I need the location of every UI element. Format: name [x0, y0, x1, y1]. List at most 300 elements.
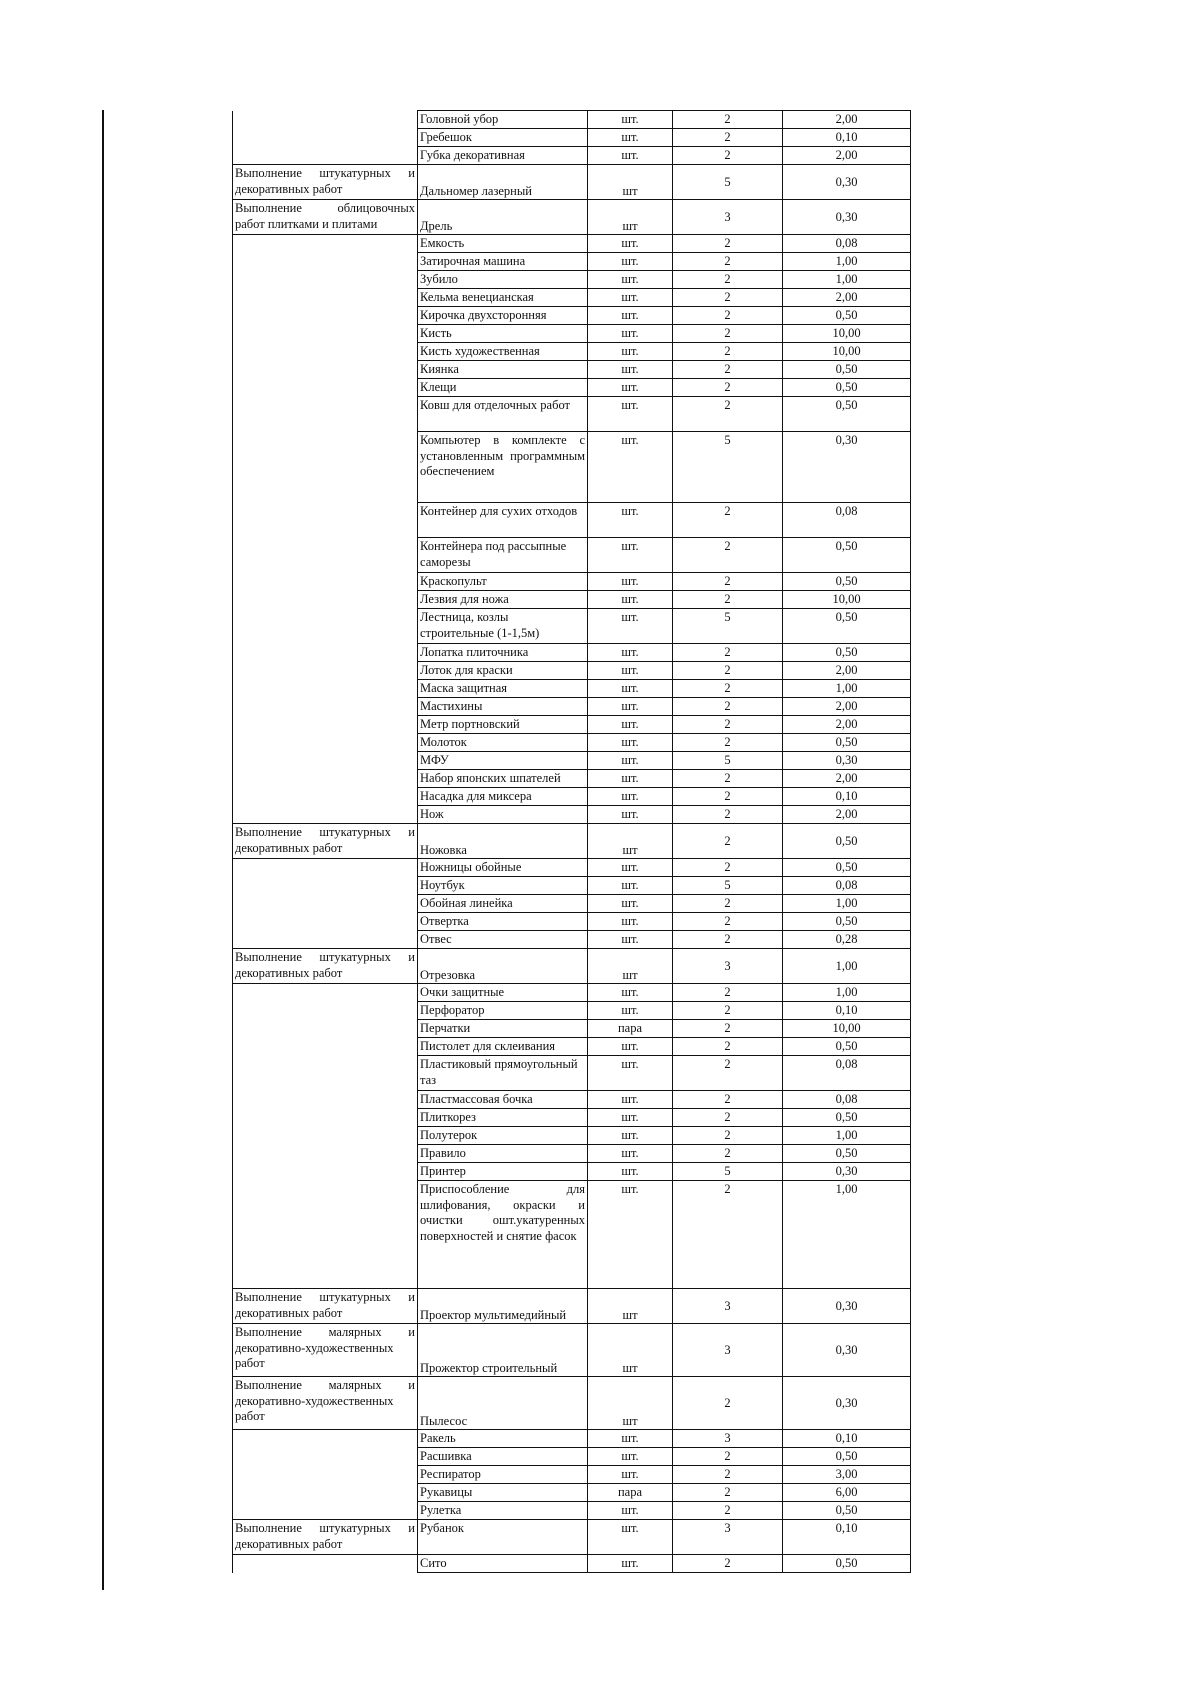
- section-cell: [233, 734, 418, 752]
- unit-cell: шт.: [588, 307, 673, 325]
- quantity-cell: 2: [673, 397, 783, 432]
- item-name-cell: Губка декоративная: [418, 147, 588, 165]
- quantity-cell: 2: [673, 734, 783, 752]
- section-cell: [233, 361, 418, 379]
- quantity-cell: 2: [673, 307, 783, 325]
- section-cell: [233, 111, 418, 129]
- value-cell: 0,50: [783, 1109, 911, 1127]
- quantity-cell: 2: [673, 1038, 783, 1056]
- table-row: [233, 1002, 911, 1020]
- value-cell: 0,28: [783, 931, 911, 949]
- value-cell: 0,50: [783, 913, 911, 931]
- value-cell: 0,50: [783, 734, 911, 752]
- item-name-cell: Головной убор: [418, 111, 588, 129]
- quantity-cell: 5: [673, 609, 783, 644]
- item-name-cell: Компьютер в комплекте с установленным программным обеспечением: [418, 432, 588, 503]
- equipment-table: [232, 110, 911, 1573]
- unit-cell: шт.: [588, 698, 673, 716]
- quantity-cell: 2: [673, 1448, 783, 1466]
- table-row: [233, 397, 911, 432]
- section-cell: [233, 271, 418, 289]
- section-cell: [233, 1038, 418, 1056]
- quantity-cell: 2: [673, 503, 783, 538]
- quantity-cell: 2: [673, 361, 783, 379]
- unit-cell: шт.: [588, 1038, 673, 1056]
- quantity-cell: 2: [673, 716, 783, 734]
- item-name-cell: Киянка: [418, 361, 588, 379]
- unit-cell: пара: [588, 1020, 673, 1038]
- table-row: [233, 289, 911, 307]
- value-cell: 0,10: [783, 788, 911, 806]
- quantity-cell: 5: [673, 165, 783, 200]
- value-cell: 0,10: [783, 1520, 911, 1555]
- value-cell: 0,50: [783, 1555, 911, 1573]
- item-name-cell: Рукавицы: [418, 1484, 588, 1502]
- section-cell: [233, 343, 418, 361]
- quantity-cell: 2: [673, 591, 783, 609]
- table-row: [233, 698, 911, 716]
- item-name-cell: Правило: [418, 1145, 588, 1163]
- section-cell: [233, 397, 418, 432]
- value-cell: 0,50: [783, 573, 911, 591]
- quantity-cell: 2: [673, 859, 783, 877]
- value-cell: 0,30: [783, 165, 911, 200]
- value-cell: 1,00: [783, 895, 911, 913]
- unit-cell: шт.: [588, 379, 673, 397]
- unit-cell: шт.: [588, 662, 673, 680]
- value-cell: 2,00: [783, 806, 911, 824]
- value-cell: 10,00: [783, 325, 911, 343]
- unit-cell: шт.: [588, 859, 673, 877]
- table-row: [233, 503, 911, 538]
- table-row: [233, 1056, 911, 1091]
- item-name-cell: Ковш для отделочных работ: [418, 397, 588, 432]
- item-name-cell: Принтер: [418, 1163, 588, 1181]
- value-cell: 0,30: [783, 1377, 911, 1430]
- section-cell: [233, 379, 418, 397]
- item-name-cell: Полутерок: [418, 1127, 588, 1145]
- section-cell: [233, 147, 418, 165]
- quantity-cell: 2: [673, 1020, 783, 1038]
- unit-cell: шт: [588, 824, 673, 859]
- quantity-cell: 2: [673, 895, 783, 913]
- item-name-cell: Контейнера под рассыпные саморезы: [418, 538, 588, 573]
- item-name-cell: Пистолет для склеивания: [418, 1038, 588, 1056]
- unit-cell: шт.: [588, 253, 673, 271]
- section-cell: [233, 931, 418, 949]
- table-row: [233, 1127, 911, 1145]
- quantity-cell: 2: [673, 1127, 783, 1145]
- unit-cell: шт.: [588, 895, 673, 913]
- value-cell: 0,50: [783, 644, 911, 662]
- unit-cell: шт.: [588, 716, 673, 734]
- quantity-cell: 2: [673, 538, 783, 573]
- quantity-cell: 2: [673, 1109, 783, 1127]
- value-cell: 0,10: [783, 129, 911, 147]
- table-row: [233, 307, 911, 325]
- section-cell: [233, 859, 418, 877]
- unit-cell: шт.: [588, 1056, 673, 1091]
- section-cell: [233, 877, 418, 895]
- unit-cell: шт: [588, 1324, 673, 1377]
- unit-cell: шт.: [588, 1127, 673, 1145]
- value-cell: 0,08: [783, 877, 911, 895]
- table-row: [233, 235, 911, 253]
- value-cell: 0,30: [783, 1324, 911, 1377]
- table-row: [233, 538, 911, 573]
- value-cell: 2,00: [783, 147, 911, 165]
- table-row: [233, 984, 911, 1002]
- section-cell: Выполнение штукатурных и декоративных работ: [233, 949, 418, 984]
- value-cell: 0,50: [783, 397, 911, 432]
- section-cell: [233, 984, 418, 1002]
- unit-cell: шт.: [588, 325, 673, 343]
- unit-cell: шт.: [588, 289, 673, 307]
- value-cell: 0,08: [783, 1091, 911, 1109]
- table-row: [233, 770, 911, 788]
- value-cell: 1,00: [783, 253, 911, 271]
- item-name-cell: Кирочка двухсторонняя: [418, 307, 588, 325]
- table-row: [233, 165, 911, 200]
- quantity-cell: 2: [673, 698, 783, 716]
- unit-cell: шт: [588, 949, 673, 984]
- quantity-cell: 3: [673, 200, 783, 235]
- table-row: [233, 1289, 911, 1324]
- value-cell: 6,00: [783, 1484, 911, 1502]
- quantity-cell: 2: [673, 1377, 783, 1430]
- table-row: [233, 949, 911, 984]
- item-name-cell: Метр портновский: [418, 716, 588, 734]
- quantity-cell: 2: [673, 806, 783, 824]
- quantity-cell: 2: [673, 1002, 783, 1020]
- unit-cell: шт.: [588, 1163, 673, 1181]
- value-cell: 3,00: [783, 1466, 911, 1484]
- quantity-cell: 2: [673, 111, 783, 129]
- value-cell: 0,50: [783, 1145, 911, 1163]
- quantity-cell: 2: [673, 1056, 783, 1091]
- quantity-cell: 2: [673, 1466, 783, 1484]
- quantity-cell: 2: [673, 573, 783, 591]
- table-row: [233, 325, 911, 343]
- table-row: [233, 859, 911, 877]
- value-cell: 1,00: [783, 1127, 911, 1145]
- unit-cell: шт.: [588, 343, 673, 361]
- item-name-cell: Ножовка: [418, 824, 588, 859]
- section-cell: [233, 129, 418, 147]
- table-row: [233, 1324, 911, 1377]
- item-name-cell: Проектор мультимедийный: [418, 1289, 588, 1324]
- item-name-cell: Зубило: [418, 271, 588, 289]
- section-cell: [233, 752, 418, 770]
- unit-cell: шт.: [588, 1466, 673, 1484]
- item-name-cell: Лоток для краски: [418, 662, 588, 680]
- item-name-cell: Лезвия для ножа: [418, 591, 588, 609]
- item-name-cell: Маска защитная: [418, 680, 588, 698]
- value-cell: 0,10: [783, 1430, 911, 1448]
- value-cell: 0,30: [783, 200, 911, 235]
- item-name-cell: Плиткорез: [418, 1109, 588, 1127]
- quantity-cell: 5: [673, 877, 783, 895]
- quantity-cell: 2: [673, 1091, 783, 1109]
- table-row: [233, 895, 911, 913]
- table-row: [233, 1520, 911, 1555]
- value-cell: 2,00: [783, 770, 911, 788]
- value-cell: 0,50: [783, 538, 911, 573]
- section-cell: [233, 1466, 418, 1484]
- item-name-cell: Насадка для миксера: [418, 788, 588, 806]
- item-name-cell: Отвес: [418, 931, 588, 949]
- value-cell: 0,50: [783, 361, 911, 379]
- table-row: [233, 271, 911, 289]
- item-name-cell: Кисть художественная: [418, 343, 588, 361]
- section-cell: [233, 1020, 418, 1038]
- table-row: [233, 1091, 911, 1109]
- value-cell: 1,00: [783, 984, 911, 1002]
- table-row: [233, 343, 911, 361]
- unit-cell: шт.: [588, 877, 673, 895]
- section-cell: [233, 1181, 418, 1289]
- value-cell: 1,00: [783, 680, 911, 698]
- unit-cell: шт.: [588, 235, 673, 253]
- quantity-cell: 2: [673, 931, 783, 949]
- quantity-cell: 2: [673, 271, 783, 289]
- unit-cell: шт.: [588, 734, 673, 752]
- item-name-cell: Ракель: [418, 1430, 588, 1448]
- quantity-cell: 2: [673, 1181, 783, 1289]
- section-cell: Выполнение малярных и декоративно-художественных работ: [233, 1324, 418, 1377]
- value-cell: 0,30: [783, 1163, 911, 1181]
- quantity-cell: 2: [673, 1145, 783, 1163]
- section-cell: [233, 538, 418, 573]
- unit-cell: шт.: [588, 1430, 673, 1448]
- quantity-cell: 2: [673, 253, 783, 271]
- unit-cell: шт.: [588, 770, 673, 788]
- value-cell: 2,00: [783, 111, 911, 129]
- item-name-cell: Нож: [418, 806, 588, 824]
- unit-cell: шт.: [588, 397, 673, 432]
- value-cell: 10,00: [783, 591, 911, 609]
- quantity-cell: 3: [673, 1289, 783, 1324]
- unit-cell: шт: [588, 165, 673, 200]
- value-cell: 0,30: [783, 432, 911, 503]
- table-row: [233, 1448, 911, 1466]
- unit-cell: шт.: [588, 609, 673, 644]
- item-name-cell: Приспособление для шлифования, окраски и очистки ошт.укатуренных поверхностей и снятие фасок: [418, 1181, 588, 1289]
- quantity-cell: 2: [673, 379, 783, 397]
- unit-cell: шт.: [588, 538, 673, 573]
- quantity-cell: 5: [673, 432, 783, 503]
- item-name-cell: Отвертка: [418, 913, 588, 931]
- value-cell: 0,50: [783, 824, 911, 859]
- value-cell: 0,08: [783, 1056, 911, 1091]
- item-name-cell: Молоток: [418, 734, 588, 752]
- table-row: [233, 913, 911, 931]
- unit-cell: шт.: [588, 752, 673, 770]
- table-row: [233, 609, 911, 644]
- unit-cell: шт.: [588, 503, 673, 538]
- quantity-cell: 2: [673, 235, 783, 253]
- section-cell: [233, 253, 418, 271]
- table-row: [233, 752, 911, 770]
- section-cell: [233, 503, 418, 538]
- table-row: [233, 1466, 911, 1484]
- section-cell: Выполнение штукатурных и декоративных работ: [233, 1289, 418, 1324]
- quantity-cell: 2: [673, 662, 783, 680]
- item-name-cell: Перчатки: [418, 1020, 588, 1038]
- quantity-cell: 2: [673, 1502, 783, 1520]
- unit-cell: шт.: [588, 680, 673, 698]
- table-row: [233, 716, 911, 734]
- section-cell: [233, 716, 418, 734]
- item-name-cell: Ножницы обойные: [418, 859, 588, 877]
- unit-cell: шт.: [588, 361, 673, 379]
- section-cell: [233, 325, 418, 343]
- quantity-cell: 2: [673, 1555, 783, 1573]
- section-cell: [233, 806, 418, 824]
- item-name-cell: Набор японских шпателей: [418, 770, 588, 788]
- table-row: [233, 788, 911, 806]
- value-cell: 0,50: [783, 1038, 911, 1056]
- value-cell: 2,00: [783, 716, 911, 734]
- item-name-cell: Мастихины: [418, 698, 588, 716]
- table-row: [233, 644, 911, 662]
- table-row: [233, 111, 911, 129]
- quantity-cell: 3: [673, 1520, 783, 1555]
- equipment-table-body: [233, 111, 911, 1573]
- unit-cell: шт.: [588, 111, 673, 129]
- unit-cell: шт: [588, 200, 673, 235]
- section-cell: [233, 591, 418, 609]
- item-name-cell: Емкость: [418, 235, 588, 253]
- item-name-cell: Расшивка: [418, 1448, 588, 1466]
- item-name-cell: Кисть: [418, 325, 588, 343]
- unit-cell: шт.: [588, 931, 673, 949]
- value-cell: 1,00: [783, 1181, 911, 1289]
- section-cell: [233, 1448, 418, 1466]
- item-name-cell: Рулетка: [418, 1502, 588, 1520]
- quantity-cell: 2: [673, 1484, 783, 1502]
- item-name-cell: Отрезовка: [418, 949, 588, 984]
- unit-cell: шт.: [588, 984, 673, 1002]
- unit-cell: шт.: [588, 573, 673, 591]
- value-cell: 2,00: [783, 662, 911, 680]
- quantity-cell: 2: [673, 343, 783, 361]
- table-row: [233, 253, 911, 271]
- item-name-cell: Краскопульт: [418, 573, 588, 591]
- section-cell: [233, 573, 418, 591]
- value-cell: 0,50: [783, 1448, 911, 1466]
- quantity-cell: 5: [673, 752, 783, 770]
- section-cell: [233, 680, 418, 698]
- item-name-cell: Дрель: [418, 200, 588, 235]
- section-cell: [233, 644, 418, 662]
- unit-cell: шт.: [588, 1091, 673, 1109]
- unit-cell: шт.: [588, 1109, 673, 1127]
- unit-cell: шт: [588, 1377, 673, 1430]
- unit-cell: шт.: [588, 1448, 673, 1466]
- table-row: [233, 1020, 911, 1038]
- table-row: [233, 361, 911, 379]
- value-cell: 10,00: [783, 1020, 911, 1038]
- item-name-cell: Лопатка плиточника: [418, 644, 588, 662]
- section-cell: [233, 1056, 418, 1091]
- section-cell: Выполнение штукатурных и декоративных работ: [233, 824, 418, 859]
- quantity-cell: 2: [673, 147, 783, 165]
- unit-cell: шт.: [588, 1145, 673, 1163]
- unit-cell: шт.: [588, 1520, 673, 1555]
- item-name-cell: Очки защитные: [418, 984, 588, 1002]
- item-name-cell: Прожектор строительный: [418, 1324, 588, 1377]
- unit-cell: шт: [588, 1289, 673, 1324]
- item-name-cell: Гребешок: [418, 129, 588, 147]
- table-row: [233, 877, 911, 895]
- item-name-cell: Ноутбук: [418, 877, 588, 895]
- unit-cell: шт.: [588, 591, 673, 609]
- value-cell: 0,50: [783, 1502, 911, 1520]
- section-cell: Выполнение облицовочных работ плитками и плитами: [233, 200, 418, 235]
- table-row: [233, 1038, 911, 1056]
- table-row: [233, 432, 911, 503]
- table-row: [233, 379, 911, 397]
- section-cell: [233, 1555, 418, 1573]
- unit-cell: шт.: [588, 806, 673, 824]
- section-cell: [233, 770, 418, 788]
- unit-cell: шт.: [588, 1555, 673, 1573]
- section-cell: [233, 609, 418, 644]
- unit-cell: шт.: [588, 1002, 673, 1020]
- value-cell: 0,30: [783, 752, 911, 770]
- section-cell: [233, 662, 418, 680]
- item-name-cell: Клещи: [418, 379, 588, 397]
- table-row: [233, 1109, 911, 1127]
- item-name-cell: Респиратор: [418, 1466, 588, 1484]
- quantity-cell: 2: [673, 824, 783, 859]
- table-row: [233, 1430, 911, 1448]
- table-row: [233, 662, 911, 680]
- table-row: [233, 824, 911, 859]
- quantity-cell: 2: [673, 788, 783, 806]
- quantity-cell: 3: [673, 1324, 783, 1377]
- item-name-cell: Рубанок: [418, 1520, 588, 1555]
- section-cell: [233, 1145, 418, 1163]
- quantity-cell: 2: [673, 325, 783, 343]
- quantity-cell: 2: [673, 289, 783, 307]
- item-name-cell: Дальномер лазерный: [418, 165, 588, 200]
- item-name-cell: Сито: [418, 1555, 588, 1573]
- quantity-cell: 2: [673, 984, 783, 1002]
- section-cell: Выполнение штукатурных и декоративных работ: [233, 165, 418, 200]
- section-cell: [233, 1002, 418, 1020]
- value-cell: 10,00: [783, 343, 911, 361]
- value-cell: 2,00: [783, 698, 911, 716]
- value-cell: 0,50: [783, 307, 911, 325]
- unit-cell: шт.: [588, 1502, 673, 1520]
- item-name-cell: Затирочная машина: [418, 253, 588, 271]
- value-cell: 1,00: [783, 949, 911, 984]
- value-cell: 0,08: [783, 235, 911, 253]
- section-cell: [233, 788, 418, 806]
- quantity-cell: 3: [673, 1430, 783, 1448]
- quantity-cell: 2: [673, 913, 783, 931]
- section-cell: [233, 235, 418, 253]
- value-cell: 1,00: [783, 271, 911, 289]
- unit-cell: шт.: [588, 129, 673, 147]
- item-name-cell: Пластиковый прямоугольный таз: [418, 1056, 588, 1091]
- section-cell: [233, 1430, 418, 1448]
- quantity-cell: 2: [673, 644, 783, 662]
- item-name-cell: Кельма венецианская: [418, 289, 588, 307]
- table-row: [233, 734, 911, 752]
